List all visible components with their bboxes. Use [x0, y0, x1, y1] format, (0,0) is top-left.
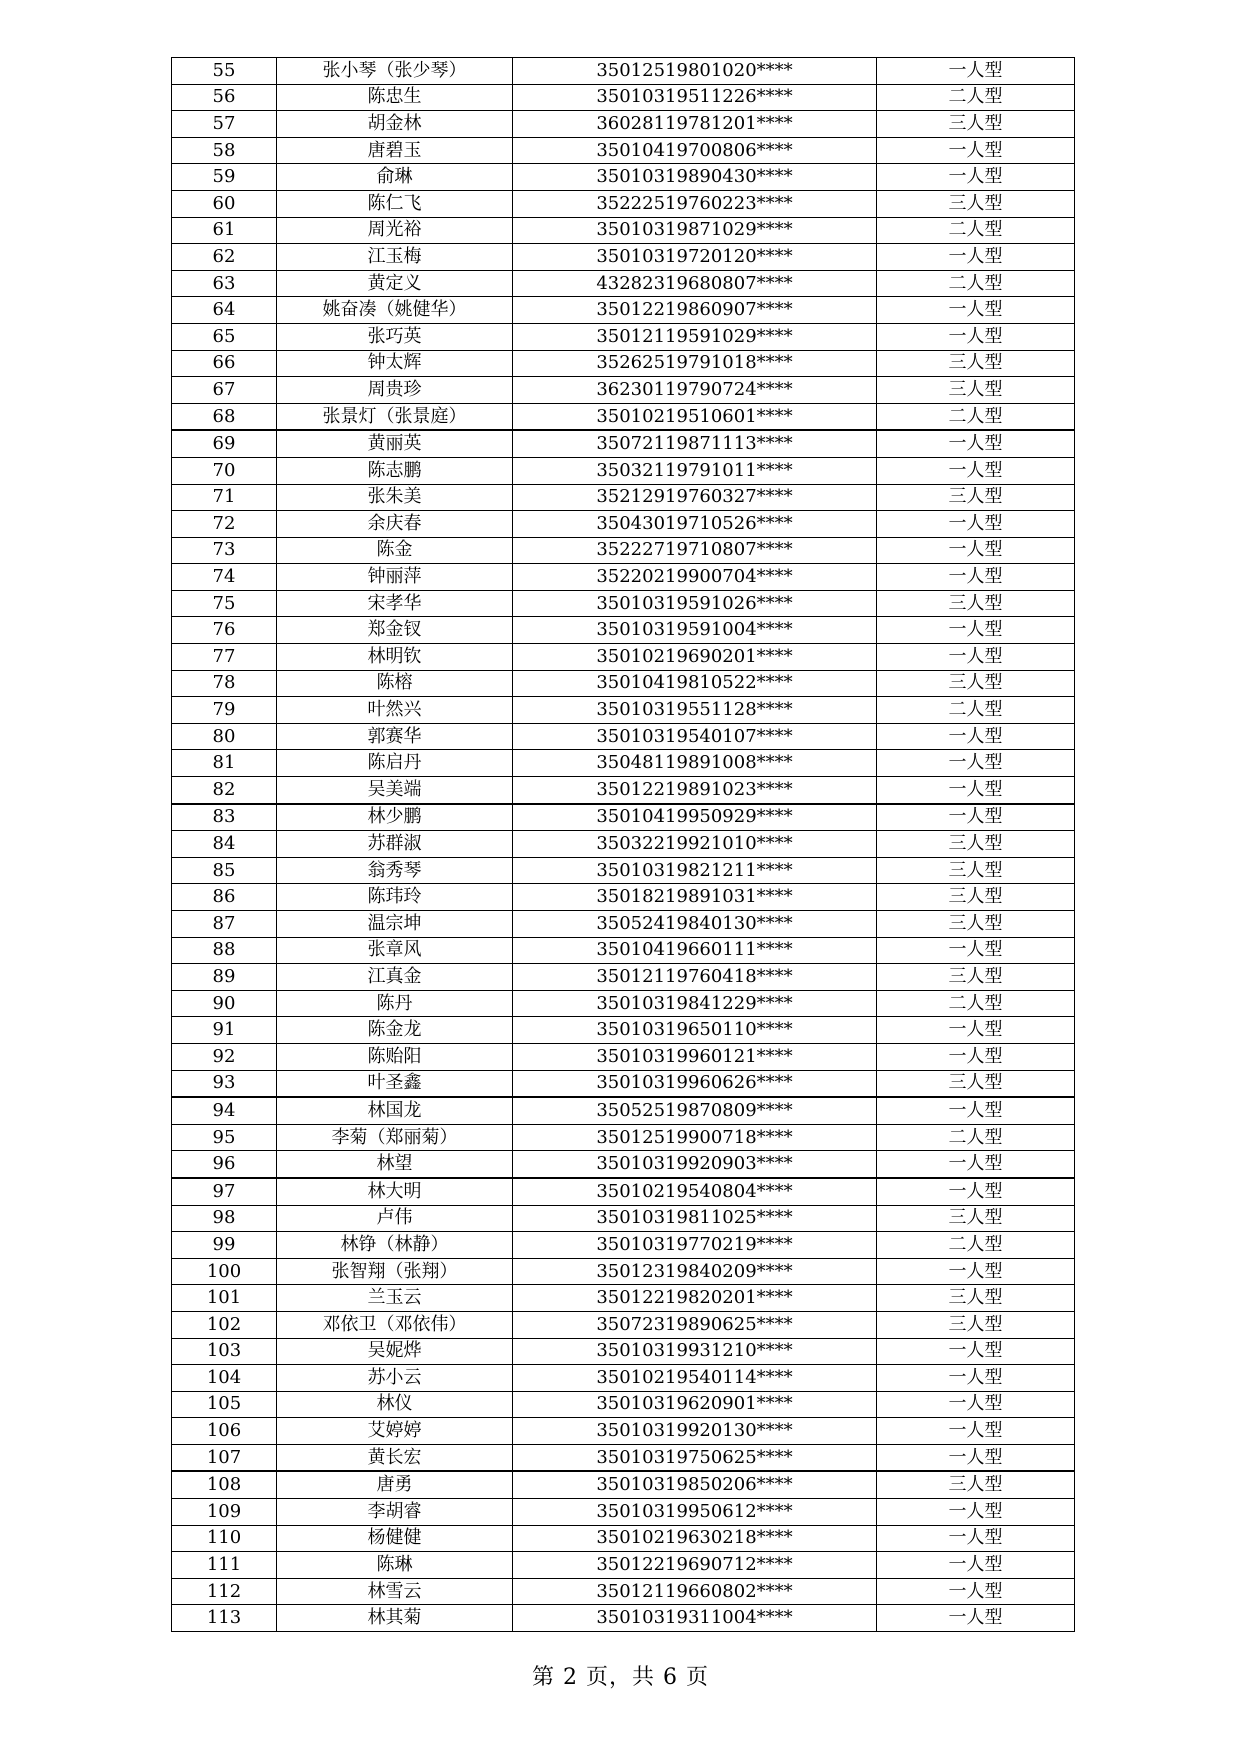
- household-type-cell: 二人型: [877, 1232, 1075, 1259]
- name-cell: 张朱美: [277, 484, 513, 511]
- household-type-cell: 一人型: [877, 537, 1075, 564]
- household-type-cell: 一人型: [877, 1258, 1075, 1285]
- id-number-cell: 35010319960626****: [513, 1070, 877, 1097]
- id-number-cell: 35010219540114****: [513, 1365, 877, 1392]
- name-cell: 林其菊: [277, 1605, 513, 1632]
- id-number-cell: 35010219690201****: [513, 644, 877, 671]
- table-row: [172, 217, 1075, 244]
- table-row: [172, 403, 1075, 430]
- table-row: [172, 1471, 1075, 1498]
- id-number-cell: 35010319960121****: [513, 1043, 877, 1070]
- table-row: [172, 1178, 1075, 1205]
- table-row: [172, 377, 1075, 404]
- name-cell: 卢伟: [277, 1205, 513, 1232]
- name-cell: 张小琴（张少琴）: [277, 58, 513, 85]
- row-number-cell: 88: [172, 937, 277, 964]
- name-cell: 郭赛华: [277, 723, 513, 750]
- household-type-cell: 三人型: [877, 1471, 1075, 1498]
- id-number-cell: 35018219891031****: [513, 884, 877, 911]
- id-number-cell: 35052419840130****: [513, 911, 877, 938]
- household-type-cell: 二人型: [877, 217, 1075, 244]
- id-number-cell: 36028119781201****: [513, 111, 877, 138]
- table-row: [172, 190, 1075, 217]
- household-type-cell: 三人型: [877, 484, 1075, 511]
- household-type-cell: 一人型: [877, 644, 1075, 671]
- table-row: [172, 1418, 1075, 1445]
- id-number-cell: 35010319750625****: [513, 1444, 877, 1471]
- household-type-cell: 三人型: [877, 350, 1075, 377]
- table-row: [172, 884, 1075, 911]
- row-number-cell: 112: [172, 1578, 277, 1605]
- id-number-cell: 35010319841229****: [513, 990, 877, 1017]
- table-row: [172, 1043, 1075, 1070]
- row-number-cell: 101: [172, 1285, 277, 1312]
- id-number-cell: 35032119791011****: [513, 457, 877, 484]
- table-row: [172, 1605, 1075, 1632]
- household-type-cell: 三人型: [877, 857, 1075, 884]
- table-row: [172, 1097, 1075, 1124]
- id-number-cell: 35010319720120****: [513, 244, 877, 271]
- id-number-cell: 35012219820201****: [513, 1285, 877, 1312]
- household-type-cell: 一人型: [877, 804, 1075, 831]
- id-number-cell: 35012119591029****: [513, 323, 877, 350]
- row-number-cell: 60: [172, 190, 277, 217]
- name-cell: 胡金林: [277, 111, 513, 138]
- row-number-cell: 75: [172, 590, 277, 617]
- name-cell: 黄定义: [277, 270, 513, 297]
- name-cell: 张智翔（张翔）: [277, 1258, 513, 1285]
- row-number-cell: 87: [172, 911, 277, 938]
- household-type-cell: 二人型: [877, 84, 1075, 111]
- name-cell: 林铮（林静）: [277, 1232, 513, 1259]
- name-cell: 唐碧玉: [277, 137, 513, 164]
- row-number-cell: 64: [172, 297, 277, 324]
- row-number-cell: 94: [172, 1097, 277, 1124]
- name-cell: 陈玮玲: [277, 884, 513, 911]
- name-cell: 林仪: [277, 1391, 513, 1418]
- household-type-cell: 二人型: [877, 697, 1075, 724]
- row-number-cell: 57: [172, 111, 277, 138]
- row-number-cell: 71: [172, 484, 277, 511]
- row-number-cell: 59: [172, 164, 277, 191]
- id-number-cell: 35010319920903****: [513, 1151, 877, 1178]
- household-type-cell: 一人型: [877, 244, 1075, 271]
- id-number-cell: 35010319650110****: [513, 1017, 877, 1044]
- row-number-cell: 108: [172, 1471, 277, 1498]
- name-cell: 陈丹: [277, 990, 513, 1017]
- row-number-cell: 72: [172, 511, 277, 538]
- row-number-cell: 111: [172, 1552, 277, 1579]
- row-number-cell: 110: [172, 1525, 277, 1552]
- name-cell: 张章风: [277, 937, 513, 964]
- household-type-cell: 二人型: [877, 270, 1075, 297]
- household-type-cell: 一人型: [877, 1151, 1075, 1178]
- row-number-cell: 109: [172, 1499, 277, 1526]
- row-number-cell: 97: [172, 1178, 277, 1205]
- row-number-cell: 100: [172, 1258, 277, 1285]
- table-row: [172, 617, 1075, 644]
- id-number-cell: 35010319540107****: [513, 723, 877, 750]
- row-number-cell: 58: [172, 137, 277, 164]
- name-cell: 林少鹏: [277, 804, 513, 831]
- table-row: [172, 777, 1075, 804]
- table-row: [172, 831, 1075, 858]
- name-cell: 陈贻阳: [277, 1043, 513, 1070]
- row-number-cell: 93: [172, 1070, 277, 1097]
- table-row: [172, 270, 1075, 297]
- household-type-cell: 三人型: [877, 1205, 1075, 1232]
- name-cell: 宋孝华: [277, 590, 513, 617]
- id-number-cell: 35262519791018****: [513, 350, 877, 377]
- household-type-cell: 一人型: [877, 430, 1075, 457]
- name-cell: 林国龙: [277, 1097, 513, 1124]
- row-number-cell: 56: [172, 84, 277, 111]
- table-row: [172, 750, 1075, 777]
- name-cell: 陈志鹏: [277, 457, 513, 484]
- id-number-cell: 35012219860907****: [513, 297, 877, 324]
- id-number-cell: 35032219921010****: [513, 831, 877, 858]
- row-number-cell: 76: [172, 617, 277, 644]
- row-number-cell: 98: [172, 1205, 277, 1232]
- row-number-cell: 73: [172, 537, 277, 564]
- id-number-cell: 35010319591004****: [513, 617, 877, 644]
- row-number-cell: 107: [172, 1444, 277, 1471]
- id-number-cell: 43282319680807****: [513, 270, 877, 297]
- row-number-cell: 66: [172, 350, 277, 377]
- row-number-cell: 113: [172, 1605, 277, 1632]
- row-number-cell: 83: [172, 804, 277, 831]
- id-number-cell: 35010419700806****: [513, 137, 877, 164]
- table-row: [172, 1552, 1075, 1579]
- table-row: [172, 670, 1075, 697]
- name-cell: 唐勇: [277, 1471, 513, 1498]
- row-number-cell: 70: [172, 457, 277, 484]
- id-number-cell: 35010219540804****: [513, 1178, 877, 1205]
- table-row: [172, 1124, 1075, 1151]
- household-type-cell: 三人型: [877, 1285, 1075, 1312]
- name-cell: 李菊（郑丽菊）: [277, 1124, 513, 1151]
- id-number-cell: 35043019710526****: [513, 511, 877, 538]
- id-number-cell: 35012219690712****: [513, 1552, 877, 1579]
- table-row: [172, 511, 1075, 538]
- id-number-cell: 35010319931210****: [513, 1338, 877, 1365]
- name-cell: 陈忠生: [277, 84, 513, 111]
- household-type-cell: 一人型: [877, 58, 1075, 85]
- table-row: [172, 537, 1075, 564]
- name-cell: 李胡睿: [277, 1499, 513, 1526]
- id-number-cell: 35010319770219****: [513, 1232, 877, 1259]
- name-cell: 吴美端: [277, 777, 513, 804]
- household-type-cell: 三人型: [877, 377, 1075, 404]
- household-type-cell: 一人型: [877, 511, 1075, 538]
- row-number-cell: 67: [172, 377, 277, 404]
- name-cell: 林望: [277, 1151, 513, 1178]
- household-type-cell: 一人型: [877, 1097, 1075, 1124]
- row-number-cell: 65: [172, 323, 277, 350]
- row-number-cell: 91: [172, 1017, 277, 1044]
- household-type-cell: 一人型: [877, 1043, 1075, 1070]
- id-number-cell: 35010319890430****: [513, 164, 877, 191]
- household-type-cell: 一人型: [877, 1578, 1075, 1605]
- id-number-cell: 36230119790724****: [513, 377, 877, 404]
- name-cell: 张巧英: [277, 323, 513, 350]
- id-number-cell: 35222519760223****: [513, 190, 877, 217]
- row-number-cell: 86: [172, 884, 277, 911]
- row-number-cell: 102: [172, 1311, 277, 1338]
- table-row: [172, 323, 1075, 350]
- name-cell: 叶然兴: [277, 697, 513, 724]
- household-type-cell: 一人型: [877, 1605, 1075, 1632]
- household-type-cell: 三人型: [877, 964, 1075, 991]
- row-number-cell: 105: [172, 1391, 277, 1418]
- table-row: [172, 137, 1075, 164]
- name-cell: 郑金钗: [277, 617, 513, 644]
- name-cell: 林雪云: [277, 1578, 513, 1605]
- household-type-cell: 一人型: [877, 564, 1075, 591]
- name-cell: 陈榕: [277, 670, 513, 697]
- row-number-cell: 80: [172, 723, 277, 750]
- id-number-cell: 35012219891023****: [513, 777, 877, 804]
- name-cell: 钟丽萍: [277, 564, 513, 591]
- name-cell: 陈启丹: [277, 750, 513, 777]
- household-type-cell: 一人型: [877, 750, 1075, 777]
- table-row: [172, 164, 1075, 191]
- table-row: [172, 1391, 1075, 1418]
- table-row: [172, 484, 1075, 511]
- id-number-cell: 35010319551128****: [513, 697, 877, 724]
- household-type-cell: 一人型: [877, 1338, 1075, 1365]
- household-type-cell: 一人型: [877, 1017, 1075, 1044]
- table-row: [172, 723, 1075, 750]
- row-number-cell: 63: [172, 270, 277, 297]
- table-row: [172, 1365, 1075, 1392]
- name-cell: 钟太辉: [277, 350, 513, 377]
- id-number-cell: 35010319821211****: [513, 857, 877, 884]
- table-row: [172, 804, 1075, 831]
- table-row: [172, 84, 1075, 111]
- name-cell: 陈仁飞: [277, 190, 513, 217]
- table-row: [172, 857, 1075, 884]
- roster-body: [172, 58, 1075, 1632]
- table-row: [172, 1578, 1075, 1605]
- name-cell: 俞琳: [277, 164, 513, 191]
- row-number-cell: 61: [172, 217, 277, 244]
- name-cell: 叶圣鑫: [277, 1070, 513, 1097]
- household-type-cell: 一人型: [877, 1525, 1075, 1552]
- table-row: [172, 964, 1075, 991]
- household-type-cell: 三人型: [877, 590, 1075, 617]
- household-type-cell: 三人型: [877, 831, 1075, 858]
- id-number-cell: 35012519801020****: [513, 58, 877, 85]
- household-type-cell: 一人型: [877, 1552, 1075, 1579]
- id-number-cell: 35010319850206****: [513, 1471, 877, 1498]
- row-number-cell: 62: [172, 244, 277, 271]
- household-type-cell: 一人型: [877, 323, 1075, 350]
- household-type-cell: 一人型: [877, 777, 1075, 804]
- table-row: [172, 457, 1075, 484]
- table-row: [172, 350, 1075, 377]
- id-number-cell: 35010319511226****: [513, 84, 877, 111]
- table-row: [172, 1311, 1075, 1338]
- name-cell: 苏小云: [277, 1365, 513, 1392]
- name-cell: 翁秀琴: [277, 857, 513, 884]
- household-type-cell: 一人型: [877, 937, 1075, 964]
- table-row: [172, 1151, 1075, 1178]
- name-cell: 艾婷婷: [277, 1418, 513, 1445]
- id-number-cell: 35010319311004****: [513, 1605, 877, 1632]
- id-number-cell: 35052519870809****: [513, 1097, 877, 1124]
- household-type-cell: 一人型: [877, 1178, 1075, 1205]
- id-number-cell: 35010219630218****: [513, 1525, 877, 1552]
- name-cell: 姚奋凑（姚健华）: [277, 297, 513, 324]
- household-type-cell: 二人型: [877, 990, 1075, 1017]
- table-row: [172, 644, 1075, 671]
- row-number-cell: 103: [172, 1338, 277, 1365]
- row-number-cell: 55: [172, 58, 277, 85]
- name-cell: 陈金龙: [277, 1017, 513, 1044]
- name-cell: 杨健健: [277, 1525, 513, 1552]
- id-number-cell: 35012519900718****: [513, 1124, 877, 1151]
- table-row: [172, 1017, 1075, 1044]
- name-cell: 陈琳: [277, 1552, 513, 1579]
- household-type-cell: 一人型: [877, 617, 1075, 644]
- id-number-cell: 35010419660111****: [513, 937, 877, 964]
- household-type-cell: 一人型: [877, 1391, 1075, 1418]
- name-cell: 周贵珍: [277, 377, 513, 404]
- id-number-cell: 35072119871113****: [513, 430, 877, 457]
- row-number-cell: 79: [172, 697, 277, 724]
- household-type-cell: 三人型: [877, 111, 1075, 138]
- id-number-cell: 35010319620901****: [513, 1391, 877, 1418]
- row-number-cell: 68: [172, 403, 277, 430]
- id-number-cell: 35010319950612****: [513, 1499, 877, 1526]
- row-number-cell: 90: [172, 990, 277, 1017]
- household-type-cell: 三人型: [877, 1070, 1075, 1097]
- name-cell: 余庆春: [277, 511, 513, 538]
- table-row: [172, 590, 1075, 617]
- name-cell: 兰玉云: [277, 1285, 513, 1312]
- household-type-cell: 一人型: [877, 723, 1075, 750]
- household-type-cell: 三人型: [877, 884, 1075, 911]
- row-number-cell: 92: [172, 1043, 277, 1070]
- id-number-cell: 35012119760418****: [513, 964, 877, 991]
- table-row: [172, 697, 1075, 724]
- household-type-cell: 一人型: [877, 297, 1075, 324]
- row-number-cell: 104: [172, 1365, 277, 1392]
- table-row: [172, 58, 1075, 85]
- table-row: [172, 1258, 1075, 1285]
- table-row: [172, 111, 1075, 138]
- household-type-cell: 三人型: [877, 670, 1075, 697]
- table-row: [172, 244, 1075, 271]
- household-type-cell: 三人型: [877, 1311, 1075, 1338]
- table-row: [172, 1070, 1075, 1097]
- name-cell: 林明钦: [277, 644, 513, 671]
- household-type-cell: 二人型: [877, 403, 1075, 430]
- table-row: [172, 1205, 1075, 1232]
- name-cell: 陈金: [277, 537, 513, 564]
- name-cell: 周光裕: [277, 217, 513, 244]
- household-type-cell: 一人型: [877, 457, 1075, 484]
- table-row: [172, 1285, 1075, 1312]
- id-number-cell: 35010319591026****: [513, 590, 877, 617]
- row-number-cell: 84: [172, 831, 277, 858]
- household-type-cell: 一人型: [877, 1444, 1075, 1471]
- name-cell: 林大明: [277, 1178, 513, 1205]
- table-row: [172, 1525, 1075, 1552]
- name-cell: 吴妮烨: [277, 1338, 513, 1365]
- id-number-cell: 35010419810522****: [513, 670, 877, 697]
- table-row: [172, 297, 1075, 324]
- table-row: [172, 1444, 1075, 1471]
- table-row: [172, 564, 1075, 591]
- name-cell: 黄丽英: [277, 430, 513, 457]
- household-type-cell: 一人型: [877, 1418, 1075, 1445]
- id-number-cell: 35012319840209****: [513, 1258, 877, 1285]
- id-number-cell: 35220219900704****: [513, 564, 877, 591]
- household-type-cell: 三人型: [877, 911, 1075, 938]
- table-row: [172, 430, 1075, 457]
- name-cell: 黄长宏: [277, 1444, 513, 1471]
- name-cell: 温宗坤: [277, 911, 513, 938]
- household-type-cell: 二人型: [877, 1124, 1075, 1151]
- id-number-cell: 35072319890625****: [513, 1311, 877, 1338]
- table-row: [172, 1338, 1075, 1365]
- row-number-cell: 106: [172, 1418, 277, 1445]
- name-cell: 苏群淑: [277, 831, 513, 858]
- row-number-cell: 74: [172, 564, 277, 591]
- id-number-cell: 35212919760327****: [513, 484, 877, 511]
- row-number-cell: 78: [172, 670, 277, 697]
- name-cell: 江玉梅: [277, 244, 513, 271]
- id-number-cell: 35010219510601****: [513, 403, 877, 430]
- household-type-cell: 一人型: [877, 1365, 1075, 1392]
- name-cell: 邓依卫（邓依伟）: [277, 1311, 513, 1338]
- table-row: [172, 937, 1075, 964]
- id-number-cell: 35010319920130****: [513, 1418, 877, 1445]
- table-row: [172, 1499, 1075, 1526]
- id-number-cell: 35012119660802****: [513, 1578, 877, 1605]
- page-footer: 第 2 页，共 6 页: [532, 1665, 709, 1690]
- household-type-cell: 三人型: [877, 190, 1075, 217]
- roster-table: [171, 57, 1075, 1632]
- row-number-cell: 82: [172, 777, 277, 804]
- id-number-cell: 35010319811025****: [513, 1205, 877, 1232]
- row-number-cell: 99: [172, 1232, 277, 1259]
- household-type-cell: 一人型: [877, 1499, 1075, 1526]
- household-type-cell: 一人型: [877, 137, 1075, 164]
- id-number-cell: 35222719710807****: [513, 537, 877, 564]
- name-cell: 江真金: [277, 964, 513, 991]
- id-number-cell: 35010419950929****: [513, 804, 877, 831]
- row-number-cell: 81: [172, 750, 277, 777]
- row-number-cell: 96: [172, 1151, 277, 1178]
- row-number-cell: 69: [172, 430, 277, 457]
- household-type-cell: 一人型: [877, 164, 1075, 191]
- row-number-cell: 89: [172, 964, 277, 991]
- row-number-cell: 95: [172, 1124, 277, 1151]
- row-number-cell: 77: [172, 644, 277, 671]
- table-row: [172, 990, 1075, 1017]
- id-number-cell: 35048119891008****: [513, 750, 877, 777]
- id-number-cell: 35010319871029****: [513, 217, 877, 244]
- table-row: [172, 911, 1075, 938]
- name-cell: 张景灯（张景庭）: [277, 403, 513, 430]
- table-row: [172, 1232, 1075, 1259]
- row-number-cell: 85: [172, 857, 277, 884]
